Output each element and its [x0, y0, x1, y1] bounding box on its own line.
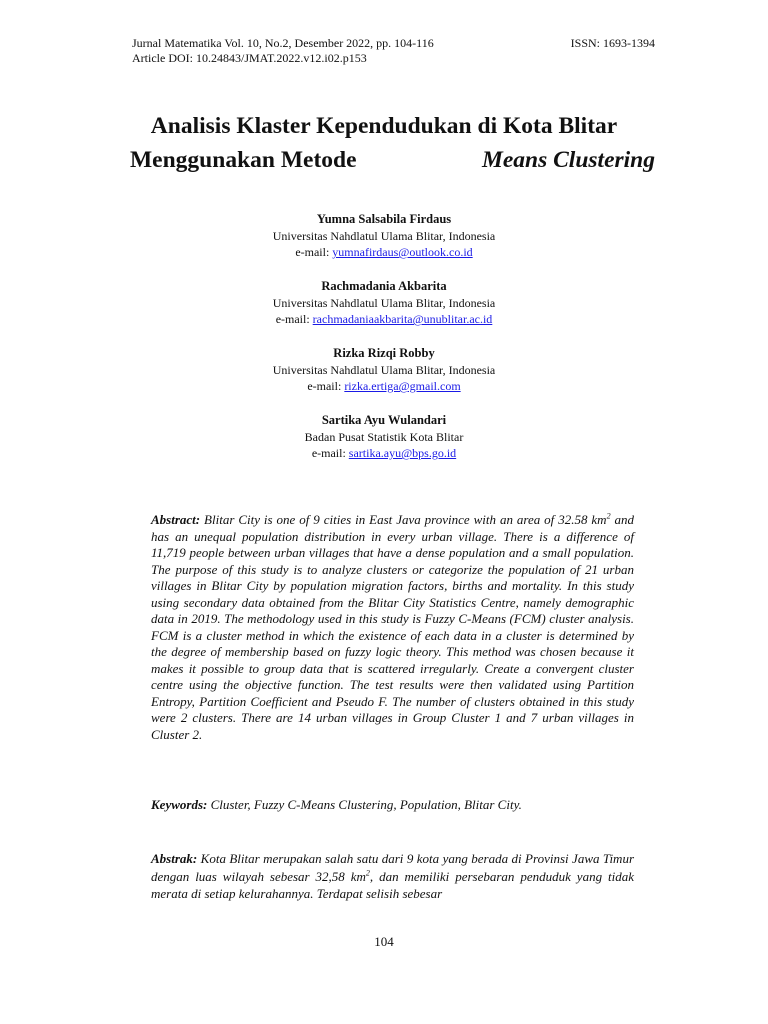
- author-email-link[interactable]: rachmadaniaakbarita@unublitar.ac.id: [312, 312, 493, 326]
- author-affiliation: Universitas Nahdlatul Ulama Blitar, Indonesia: [272, 363, 496, 377]
- superscript-unit: 2: [365, 868, 370, 878]
- author-list: [0, 211, 768, 479]
- author-email-line: [0, 445, 768, 461]
- email-prefix: e-mail:: [311, 446, 349, 460]
- author-block: [0, 345, 768, 394]
- abstrak-label: Abstrak:: [151, 851, 198, 866]
- author-name: Rachmadania Akbarita: [321, 279, 447, 293]
- abstract-text-part-2: and has an unequal population distribution in every urban village. There is a difference of 11,719 people between urban villages that have a dense population and a small population. The purpose of this study is to analyze clusters or categorize the population of 21 urban villages in Blitar City by population migration factors, births and mortality. In this study using secondary data obtained from the Blitar City Statistics Centre, namely demographic data in 2019. The methodology used in this study is Fuzzy C-Means (FCM) cluster analysis. FCM is a cluster method in which the existence of each data in a cluster is determined by the degree of membership based on fuzzy logic theory. This method was chosen because it makes it possible to group data that is scattered irregularly. Create a convergent cluster centre using the objective function. The test results were then validated using Partition Entropy, Partition Coefficient and Pseudo F. The number of clusters obtained in this study were 2 clusters. There are 14 urban villages in Group Cluster 1 and 7 urban villages in Cluster 2.: [151, 512, 634, 742]
- author-email-line: [0, 311, 768, 327]
- email-prefix: e-mail:: [275, 312, 313, 326]
- author-email-line: [0, 244, 768, 260]
- page-number: 104: [374, 934, 394, 949]
- abstrak-text-part-2: , dan memiliki persebaran penduduk yang tidak merata di setiap kelurahannya. Terdapat selisih sebesar: [151, 868, 634, 901]
- keywords-label: Keywords:: [151, 797, 208, 812]
- keywords-text: Cluster, Fuzzy C-Means Clustering, Population, Blitar City.: [207, 797, 522, 812]
- abstrak-text-part-1: Kota Blitar merupakan salah satu dari 9 kota yang berada di Provinsi Jawa Timur dengan luas wilayah sebesar 32,58 km: [151, 851, 634, 884]
- abstract-text-part-1: Blitar City is one of 9 cities in East Java province with an area of 32.58 km: [200, 512, 607, 527]
- journal-header: [132, 36, 434, 66]
- author-name: Rizka Rizqi Robby: [333, 346, 435, 360]
- superscript-unit: 2: [606, 511, 611, 521]
- author-email-link[interactable]: yumnafirdaus@outlook.co.id: [332, 245, 473, 259]
- paper-title-line-1: Analisis Klaster Kependudukan di Kota Blitar: [150, 113, 618, 139]
- author-block: [0, 278, 768, 327]
- paper-title-line-2-right: Means Clustering: [481, 147, 655, 173]
- author-email-link[interactable]: rizka.ertiga@gmail.com: [344, 379, 461, 393]
- email-prefix: e-mail:: [295, 245, 333, 259]
- paper-title-line-2-left: Menggunakan Metode: [130, 147, 357, 173]
- author-email-link[interactable]: sartika.ayu@bps.go.id: [348, 446, 457, 460]
- author-affiliation: Badan Pusat Statistik Kota Blitar: [304, 430, 464, 444]
- keywords-paragraph: [151, 797, 634, 814]
- author-block: [0, 211, 768, 260]
- journal-issn: ISSN: 1693-1394: [570, 36, 655, 50]
- author-block: [0, 412, 768, 461]
- journal-citation: Jurnal Matematika Vol. 10, No.2, Desember 2022, pp. 104-116: [132, 36, 434, 50]
- email-prefix: e-mail:: [307, 379, 345, 393]
- abstract-label: Abstract:: [151, 512, 201, 527]
- author-affiliation: Universitas Nahdlatul Ulama Blitar, Indonesia: [272, 229, 496, 243]
- abstract-english: [151, 512, 634, 743]
- author-email-line: [0, 378, 768, 394]
- abstract-indonesian: [151, 850, 634, 903]
- article-doi: Article DOI: 10.24843/JMAT.2022.v12.i02.p153: [132, 51, 367, 65]
- author-name: Sartika Ayu Wulandari: [321, 413, 447, 427]
- author-name: Yumna Salsabila Firdaus: [316, 212, 452, 226]
- author-affiliation: Universitas Nahdlatul Ulama Blitar, Indonesia: [272, 296, 496, 310]
